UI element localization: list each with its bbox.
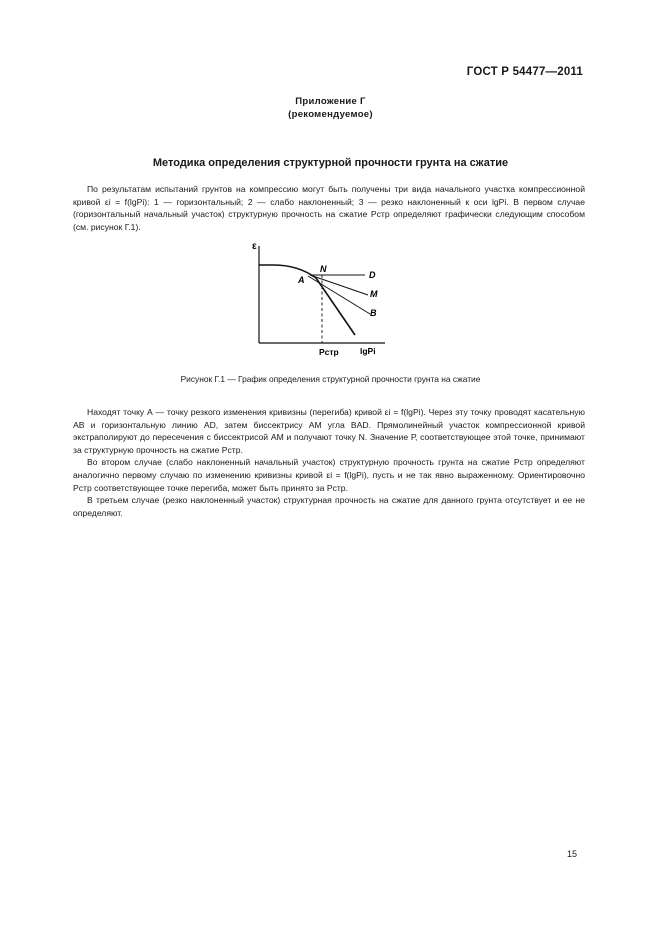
annex-title: Приложение Г: [295, 96, 366, 107]
section-title: Методика определения структурной прочности грунта на сжатие: [152, 157, 509, 169]
point-label-N: N: [320, 264, 327, 274]
paragraph-method: Находят точку А — точку резкого изменения кривизны (перегиба) кривой εi = f(lgPi). Через эту точку проводят касательную АВ и горизонтальную линию AD, затем биссектрису AM угла BAD. Прямолинейный участок компрессионной кривой экстраполируют до пересечения с биссектрисой AM и получают точку N. Значение Р, соответствующее этой точке, принимают за структурную прочность на сжатие Pстр.: [73, 407, 585, 455]
paragraph-second-case: Во втором случае (слабо наклоненный начальный участок) структурную прочность грунта на сжатие Pстр определяют аналогично первому случаю по изменению кривизны кривой εi = f(lgPi), пусть и не так явно выраженному. Ориентировочно Pстр соответствующее точке перегиба, может быть принято за Pстр.: [73, 457, 585, 493]
point-label-A: A: [298, 275, 305, 285]
point-label-M: M: [370, 289, 378, 299]
point-label-B: B: [370, 308, 377, 318]
compression-curve: [259, 265, 316, 278]
figure-caption: Рисунок Г.1 — График определения структурной прочности грунта на сжатие: [180, 374, 481, 384]
y-axis-label: ε: [252, 241, 257, 252]
tangent-AB: [308, 276, 370, 314]
intro-paragraph: [73, 183, 585, 233]
paragraph-third-case: В третьем случае (резко наклоненный участок) структурная прочность на сжатие для данного грунта отсутствует и ее не определяют.: [73, 495, 585, 518]
document-id: ГОСТ Р 54477—2011: [466, 66, 583, 78]
bisector-AM: [310, 275, 368, 295]
point-label-D: D: [369, 270, 376, 280]
annex-status: (рекомендуемое): [288, 109, 373, 120]
x-axis-label: lgPi: [360, 346, 376, 356]
intro-text: По результатам испытаний грунтов на компрессию могут быть получены три вида начального участка компрессионной кривой εi = f(lgPi): 1 — горизонтальный; 2 — слабо наклоненный; 3 — резко наклоненный к оси lgPi. В первом случае (горизонтальный начальный участок) структурную прочность на сжатие Pстр определяют графически следующим способом (см. рисунок Г.1).: [73, 184, 585, 232]
p-str-label: Pстр: [319, 347, 339, 357]
compression-curve-figure: [240, 240, 400, 362]
body-text: [73, 406, 585, 519]
page-number: 15: [566, 849, 577, 859]
